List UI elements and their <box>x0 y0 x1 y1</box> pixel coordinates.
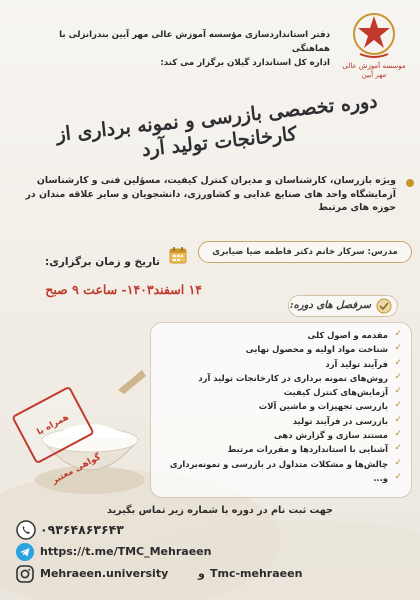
instagram-icon <box>16 565 34 583</box>
telegram-link[interactable]: https://t.me/TMC_Mehraeen <box>40 545 212 558</box>
list-item: ✓ مستند سازی و گزارش دهی <box>273 429 402 441</box>
list-item: ✓ فرآیند تولید آرد <box>325 357 402 369</box>
checkmark-icon: ✓ <box>394 329 402 339</box>
list-item: ✓ و... <box>373 471 402 483</box>
list-item: ✓ شناخت مواد اولیه و محصول نهایی <box>245 343 402 355</box>
checkmark-icon: ✓ <box>394 457 402 468</box>
list-item: ✓ چالش‌ها و مشکلات متداول در بازرسی و نمونه‌برداری <box>169 457 402 469</box>
checkmark-icon: ✓ <box>394 343 402 354</box>
list-item: ✓ بازرسی تجهیزات و ماشین آلات <box>258 400 402 412</box>
topics-header: سرفصل های دوره: <box>288 295 398 317</box>
schedule-value: ۱۴ اسفند۱۴۰۳- ساعت ۹ صبح <box>45 282 202 297</box>
checkmark-icon: ✓ <box>394 400 402 411</box>
list-item: ✓ بازرسی در فرآیند تولید <box>292 414 402 426</box>
instructor-pill: مدرس: سرکار خانم دکتر فاطمه ضیا ضیابری <box>198 241 412 263</box>
logo-text: موسسه آموزش عالی مهر آیین <box>342 62 406 79</box>
registration-cta: جهت ثبت نام در دوره با شماره زیر تماس بگیرید <box>107 505 333 516</box>
checkmark-icon: ✓ <box>394 443 402 454</box>
list-item: ✓ آشنایی با استانداردها و مقررات مرتبط <box>227 443 402 455</box>
checkmark-icon: ✓ <box>394 471 402 482</box>
audience-text: ویژه بازرسان، کارشناسان و مدیران کنترل کیفیت، مسؤلین فنی و کارشناسان آزمایشگاه واحد های صنایع غذایی و کشاورزی، دانشجویان و سایر علاقه مندان در حوزه های مرتبط <box>25 175 396 213</box>
checkmark-icon: ✓ <box>394 429 402 440</box>
organizer-line-2: اداره کل استاندارد گیلان برگزار می کند: <box>160 58 330 68</box>
topics-badge-icon <box>376 298 392 314</box>
logo-emblem-icon <box>338 10 410 62</box>
whatsapp-icon <box>16 520 36 540</box>
organizer-line-1: دفتر استانداردسازی مؤسسه آموزش عالی مهر آیین بندرانزلی با هماهنگی <box>59 30 330 54</box>
institute-logo <box>338 10 410 90</box>
phone-number[interactable]: ۰۹۳۶۴۸۶۳۶۴۳ <box>40 522 124 537</box>
checkmark-icon: ✓ <box>394 357 402 368</box>
checkmark-icon: ✓ <box>394 386 402 397</box>
checkmark-icon: ✓ <box>394 371 402 382</box>
course-title: دوره تخصصی بازرسی و نمونه برداری از کارخانجات تولید آرد <box>55 90 379 161</box>
list-item: ✓ آزمایش‌های کنترل کیفیت <box>283 386 402 398</box>
tmc-handle[interactable]: Tmc-mehraeen <box>210 567 303 580</box>
separator-text: و <box>198 567 205 580</box>
list-item: ✓ روش‌های نمونه برداری در کارخانجات تولید آرد <box>198 371 402 383</box>
topics-list <box>162 328 402 485</box>
certificate-stamp: همراه با گواهی معتبر <box>11 386 95 465</box>
checkmark-icon: ✓ <box>394 414 402 425</box>
instagram-handle[interactable]: Mehraeen.university <box>40 567 169 580</box>
organizer-text <box>40 28 330 70</box>
calendar-icon <box>168 245 188 265</box>
social-row <box>16 565 396 585</box>
telegram-icon <box>16 543 34 561</box>
list-item: ✓ مقدمه و اصول کلی <box>307 329 402 340</box>
schedule-label: تاریخ و زمان برگزاری: <box>45 256 160 268</box>
